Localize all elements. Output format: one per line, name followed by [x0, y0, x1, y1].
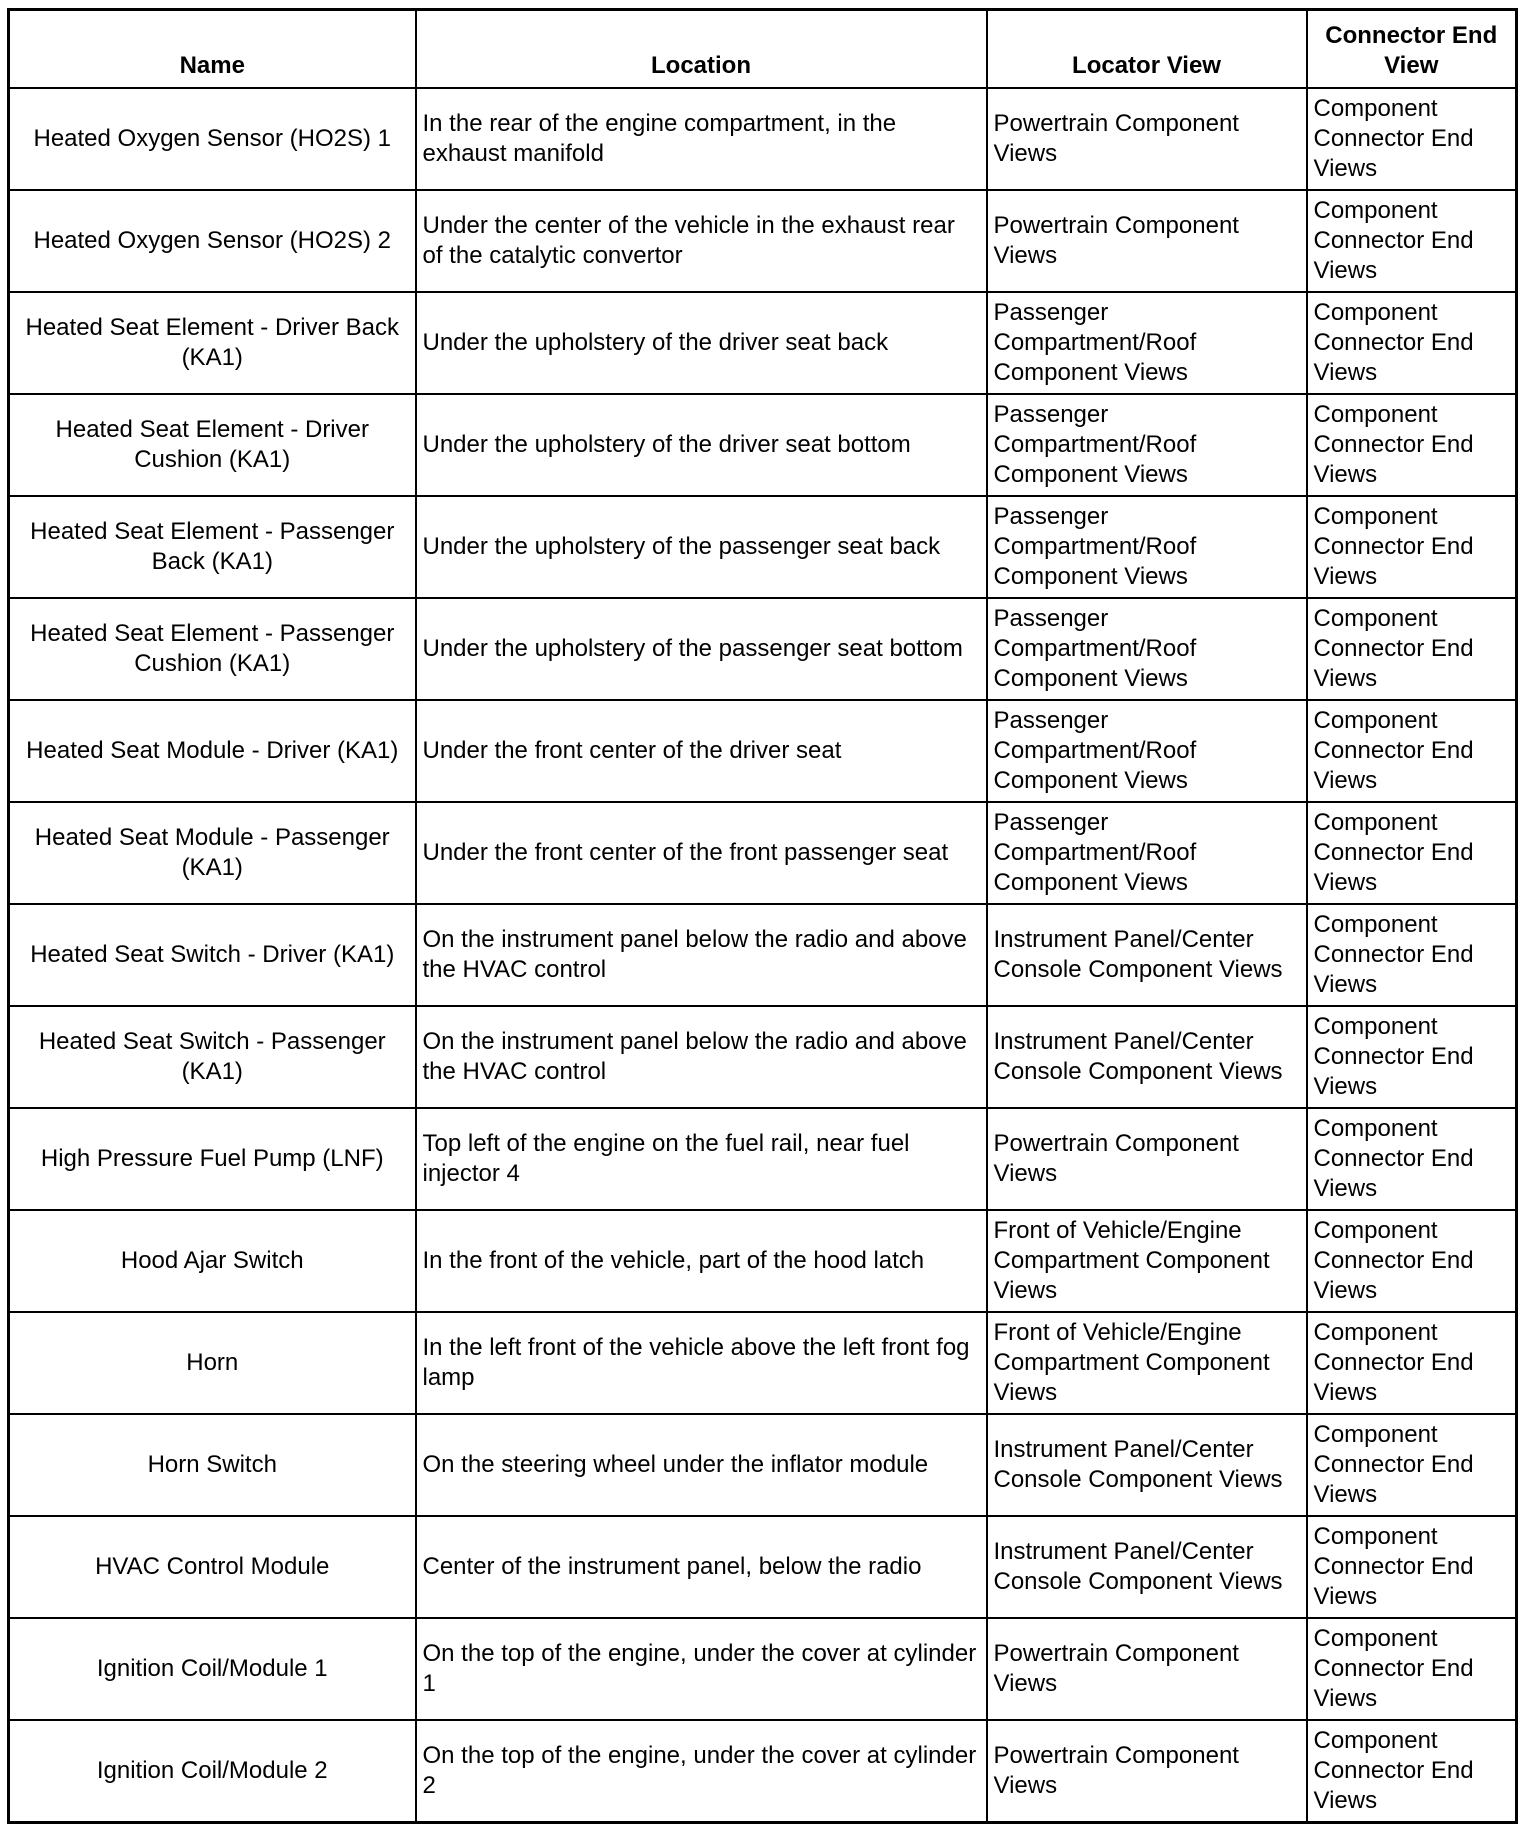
cell-locator-view: Passenger Compartment/Roof Component Views: [987, 292, 1307, 394]
cell-connector-end-view: Component Connector End Views: [1307, 1210, 1517, 1312]
cell-name: High Pressure Fuel Pump (LNF): [9, 1108, 416, 1210]
cell-location: On the instrument panel below the radio and above the HVAC control: [416, 904, 987, 1006]
cell-locator-view: Front of Vehicle/Engine Compartment Component Views: [987, 1210, 1307, 1312]
table-row: [9, 598, 1517, 700]
cell-name: Horn: [9, 1312, 416, 1414]
cell-connector-end-view: Component Connector End Views: [1307, 1618, 1517, 1720]
cell-location: Under the front center of the front passenger seat: [416, 802, 987, 904]
cell-locator-view: Passenger Compartment/Roof Component Views: [987, 598, 1307, 700]
table-row: [9, 1312, 1517, 1414]
cell-connector-end-view: Component Connector End Views: [1307, 598, 1517, 700]
cell-locator-view: Front of Vehicle/Engine Compartment Component Views: [987, 1312, 1307, 1414]
cell-name: HVAC Control Module: [9, 1516, 416, 1618]
cell-location: Under the center of the vehicle in the exhaust rear of the catalytic convertor: [416, 190, 987, 292]
cell-connector-end-view: Component Connector End Views: [1307, 1720, 1517, 1823]
cell-name: Ignition Coil/Module 1: [9, 1618, 416, 1720]
header-name: Name: [9, 10, 416, 89]
cell-locator-view: Passenger Compartment/Roof Component Views: [987, 700, 1307, 802]
cell-connector-end-view: Component Connector End Views: [1307, 1312, 1517, 1414]
cell-location: Under the upholstery of the driver seat bottom: [416, 394, 987, 496]
cell-locator-view: Powertrain Component Views: [987, 88, 1307, 190]
cell-name: Heated Seat Element - Passenger Back (KA1): [9, 496, 416, 598]
table-row: [9, 904, 1517, 1006]
cell-connector-end-view: Component Connector End Views: [1307, 1516, 1517, 1618]
cell-locator-view: Passenger Compartment/Roof Component Views: [987, 802, 1307, 904]
cell-name: Heated Seat Switch - Driver (KA1): [9, 904, 416, 1006]
cell-location: In the left front of the vehicle above the left front fog lamp: [416, 1312, 987, 1414]
cell-location: Under the upholstery of the passenger seat back: [416, 496, 987, 598]
table-row: [9, 1210, 1517, 1312]
header-locator-view: Locator View: [987, 10, 1307, 89]
cell-name: Heated Seat Switch - Passenger (KA1): [9, 1006, 416, 1108]
table-row: [9, 1414, 1517, 1516]
cell-connector-end-view: Component Connector End Views: [1307, 496, 1517, 598]
cell-locator-view: Powertrain Component Views: [987, 1720, 1307, 1823]
table-row: [9, 496, 1517, 598]
cell-name: Horn Switch: [9, 1414, 416, 1516]
cell-name: Ignition Coil/Module 2: [9, 1720, 416, 1823]
cell-locator-view: Instrument Panel/Center Console Component Views: [987, 904, 1307, 1006]
cell-locator-view: Instrument Panel/Center Console Component Views: [987, 1006, 1307, 1108]
cell-location: Top left of the engine on the fuel rail, near fuel injector 4: [416, 1108, 987, 1210]
cell-name: Heated Seat Element - Passenger Cushion (KA1): [9, 598, 416, 700]
header-connector-end-view: Connector End View: [1307, 10, 1517, 89]
table-header: [9, 10, 1517, 89]
cell-connector-end-view: Component Connector End Views: [1307, 88, 1517, 190]
cell-connector-end-view: Component Connector End Views: [1307, 700, 1517, 802]
table-row: [9, 394, 1517, 496]
cell-locator-view: Powertrain Component Views: [987, 190, 1307, 292]
table-row: [9, 88, 1517, 190]
cell-locator-view: Passenger Compartment/Roof Component Views: [987, 394, 1307, 496]
cell-connector-end-view: Component Connector End Views: [1307, 1108, 1517, 1210]
cell-location: On the top of the engine, under the cover at cylinder 1: [416, 1618, 987, 1720]
cell-name: Heated Seat Module - Passenger (KA1): [9, 802, 416, 904]
table-row: [9, 1108, 1517, 1210]
cell-location: Center of the instrument panel, below the radio: [416, 1516, 987, 1618]
table-row: [9, 802, 1517, 904]
cell-location: Under the upholstery of the driver seat back: [416, 292, 987, 394]
table-row: [9, 700, 1517, 802]
table-row: [9, 1516, 1517, 1618]
cell-locator-view: Powertrain Component Views: [987, 1618, 1307, 1720]
cell-location: Under the upholstery of the passenger seat bottom: [416, 598, 987, 700]
cell-connector-end-view: Component Connector End Views: [1307, 190, 1517, 292]
table-row: [9, 1720, 1517, 1823]
cell-location: In the front of the vehicle, part of the hood latch: [416, 1210, 987, 1312]
cell-locator-view: Passenger Compartment/Roof Component Views: [987, 496, 1307, 598]
cell-location: In the rear of the engine compartment, in the exhaust manifold: [416, 88, 987, 190]
cell-name: Heated Seat Element - Driver Cushion (KA1): [9, 394, 416, 496]
cell-connector-end-view: Component Connector End Views: [1307, 292, 1517, 394]
table-row: [9, 1006, 1517, 1108]
cell-name: Heated Oxygen Sensor (HO2S) 2: [9, 190, 416, 292]
cell-name: Heated Seat Element - Driver Back (KA1): [9, 292, 416, 394]
cell-location: On the top of the engine, under the cover at cylinder 2: [416, 1720, 987, 1823]
cell-locator-view: Powertrain Component Views: [987, 1108, 1307, 1210]
table-row: [9, 1618, 1517, 1720]
cell-connector-end-view: Component Connector End Views: [1307, 1414, 1517, 1516]
cell-name: Heated Oxygen Sensor (HO2S) 1: [9, 88, 416, 190]
table-body: [9, 88, 1517, 1823]
cell-connector-end-view: Component Connector End Views: [1307, 1006, 1517, 1108]
cell-location: On the steering wheel under the inflator module: [416, 1414, 987, 1516]
cell-connector-end-view: Component Connector End Views: [1307, 904, 1517, 1006]
cell-name: Hood Ajar Switch: [9, 1210, 416, 1312]
component-locator-table: [7, 8, 1518, 1824]
header-location: Location: [416, 10, 987, 89]
cell-location: Under the front center of the driver seat: [416, 700, 987, 802]
cell-name: Heated Seat Module - Driver (KA1): [9, 700, 416, 802]
cell-locator-view: Instrument Panel/Center Console Component Views: [987, 1414, 1307, 1516]
cell-connector-end-view: Component Connector End Views: [1307, 802, 1517, 904]
cell-locator-view: Instrument Panel/Center Console Component Views: [987, 1516, 1307, 1618]
cell-location: On the instrument panel below the radio and above the HVAC control: [416, 1006, 987, 1108]
table-row: [9, 292, 1517, 394]
header-row: [9, 10, 1517, 89]
cell-connector-end-view: Component Connector End Views: [1307, 394, 1517, 496]
table-row: [9, 190, 1517, 292]
